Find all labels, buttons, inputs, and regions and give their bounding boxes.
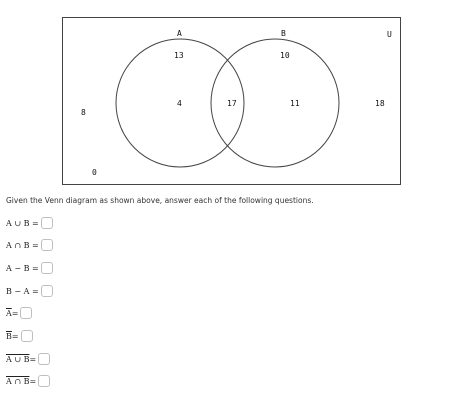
question-a-minus-b [6, 260, 53, 276]
answer-input-intersection-complement[interactable] [38, 375, 50, 387]
question-label: A ∪ B [6, 354, 30, 364]
label-b: B [281, 29, 286, 38]
answer-input-b-minus-a[interactable] [41, 285, 53, 297]
region-b-inner: 11 [290, 99, 300, 108]
region-a-and-b: 17 [227, 99, 237, 108]
answer-input-b-complement[interactable] [21, 330, 33, 342]
region-outside-bottom: 0 [92, 168, 97, 177]
question-equals: = [11, 308, 19, 318]
question-label: $\overline{B}$ [6, 331, 12, 341]
question-b-complement [6, 328, 33, 344]
question-union-complement [6, 351, 50, 367]
answer-input-a-complement[interactable] [20, 307, 32, 319]
question-b-minus-a [6, 283, 53, 299]
question-label: A ∩ B = [6, 240, 39, 250]
answer-input-a-intersect-b[interactable] [41, 239, 53, 251]
answer-input-a-union-b[interactable] [41, 217, 53, 229]
region-outside-left: 8 [81, 108, 86, 117]
question-a-intersect-b [6, 237, 53, 253]
instructions-text: Given the Venn diagram as shown above, answer each of the following questions. [6, 196, 314, 205]
region-a-inner: 4 [177, 99, 182, 108]
question-a-union-b [6, 215, 53, 231]
question-equals: = [29, 376, 37, 386]
region-a-top: 13 [174, 51, 184, 60]
question-equals: = [29, 354, 37, 364]
question-label: A − B = [6, 263, 39, 273]
label-universe: U [387, 30, 392, 39]
venn-diagram [62, 17, 401, 185]
question-intersection-complement [6, 373, 50, 389]
region-outside-right: 18 [375, 99, 385, 108]
venn-svg [63, 18, 402, 186]
question-a-complement [6, 305, 32, 321]
region-b-top: 10 [280, 51, 290, 60]
label-a: A [177, 29, 182, 38]
answer-input-a-minus-b[interactable] [41, 262, 53, 274]
question-label: $\overline{A}$ [6, 308, 12, 318]
question-label: A ∪ B = [6, 218, 39, 228]
question-equals: = [11, 331, 19, 341]
question-label: A ∩ B [6, 376, 30, 386]
answer-input-union-complement[interactable] [38, 353, 50, 365]
question-label: B − A = [6, 286, 39, 296]
